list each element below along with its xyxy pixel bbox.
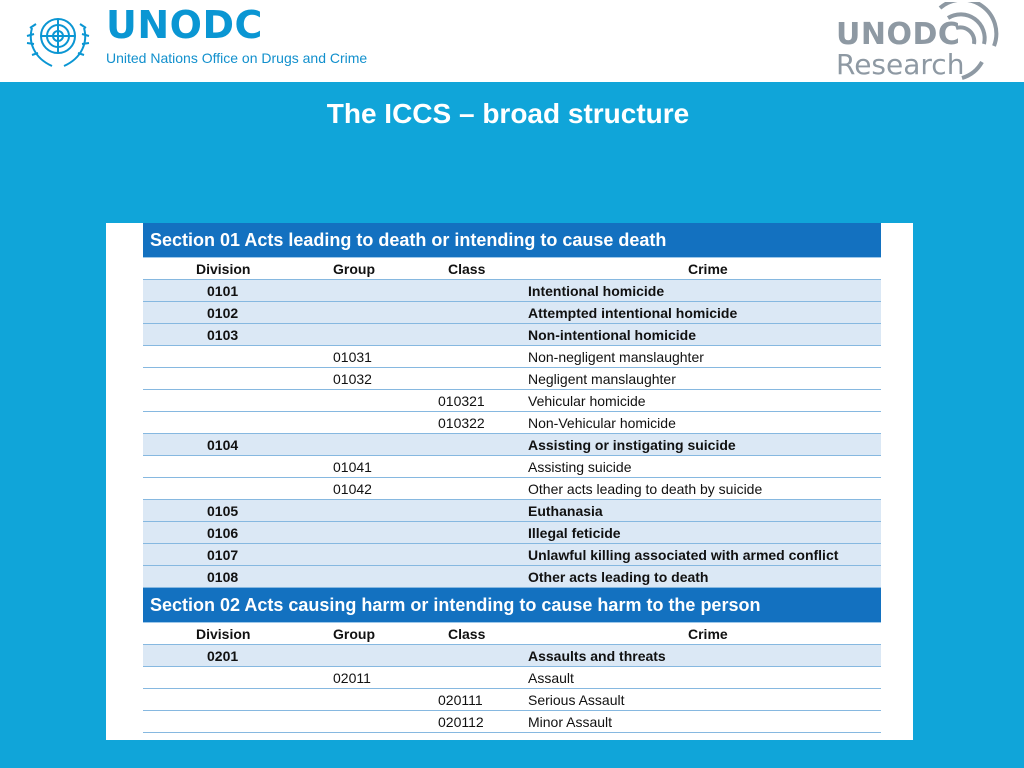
cell-division: 0108 bbox=[207, 569, 239, 585]
cell-group: 01031 bbox=[333, 349, 372, 365]
cell-division: 0102 bbox=[207, 305, 239, 321]
cell-division bbox=[143, 711, 333, 732]
research-logo bbox=[836, 17, 965, 81]
cell-group bbox=[333, 500, 438, 521]
table-row bbox=[143, 368, 881, 390]
column-header-division: Division bbox=[196, 261, 251, 277]
cell-division bbox=[143, 667, 333, 688]
research-brand: UNODC bbox=[836, 17, 961, 52]
header-bar bbox=[0, 0, 1024, 82]
cell-crime: Vehicular homicide bbox=[528, 393, 646, 409]
section-header: Section 02 Acts causing harm or intending to cause harm to the person bbox=[143, 588, 881, 623]
column-header-division: Division bbox=[196, 626, 251, 642]
brand-subtitle: United Nations Office on Drugs and Crime bbox=[106, 50, 368, 66]
column-header-crime: Crime bbox=[688, 626, 728, 642]
cell-division bbox=[143, 689, 333, 710]
column-header-row bbox=[143, 623, 881, 645]
cell-class bbox=[438, 280, 528, 301]
cell-group bbox=[333, 645, 438, 666]
cell-group bbox=[333, 280, 438, 301]
cell-crime: Intentional homicide bbox=[528, 283, 665, 299]
cell-class bbox=[438, 456, 528, 477]
table-row bbox=[143, 324, 881, 346]
column-header-class: Class bbox=[448, 261, 486, 277]
cell-crime: Euthanasia bbox=[528, 503, 603, 519]
table-row bbox=[143, 280, 881, 302]
cell-class: 010322 bbox=[438, 415, 485, 431]
table-row bbox=[143, 456, 881, 478]
cell-crime: Assisting suicide bbox=[528, 459, 632, 475]
cell-crime: Assisting or instigating suicide bbox=[528, 437, 736, 453]
brand-logo bbox=[106, 4, 367, 66]
table-row bbox=[143, 434, 881, 456]
cell-crime: Assault bbox=[528, 670, 574, 686]
iccs-table bbox=[143, 223, 881, 733]
cell-group: 01041 bbox=[333, 459, 372, 475]
cell-class: 010321 bbox=[438, 393, 485, 409]
cell-division bbox=[143, 412, 333, 433]
cell-crime: Unlawful killing associated with armed conflict bbox=[528, 547, 839, 563]
column-header-group: Group bbox=[333, 626, 375, 642]
cell-group bbox=[333, 522, 438, 543]
cell-group: 02011 bbox=[333, 670, 371, 686]
cell-group bbox=[333, 434, 438, 455]
cell-division bbox=[143, 478, 333, 499]
cell-class bbox=[438, 522, 528, 543]
table-row bbox=[143, 500, 881, 522]
cell-crime: Illegal feticide bbox=[528, 525, 621, 541]
un-emblem-icon bbox=[22, 6, 94, 70]
section-header: Section 01 Acts leading to death or intending to cause death bbox=[143, 223, 881, 258]
cell-class bbox=[438, 566, 528, 587]
column-header-group: Group bbox=[333, 261, 375, 277]
cell-crime: Assaults and threats bbox=[528, 648, 666, 664]
cell-group: 01042 bbox=[333, 481, 372, 497]
cell-class bbox=[438, 645, 528, 666]
cell-division bbox=[143, 368, 333, 389]
cell-division: 0103 bbox=[207, 327, 239, 343]
table-row bbox=[143, 390, 881, 412]
table-row bbox=[143, 412, 881, 434]
cell-class bbox=[438, 478, 528, 499]
cell-class bbox=[438, 346, 528, 367]
cell-class: 020112 bbox=[438, 714, 484, 730]
column-header-class: Class bbox=[448, 626, 486, 642]
cell-group: 01032 bbox=[333, 371, 372, 387]
cell-crime: Other acts leading to death bbox=[528, 569, 709, 585]
cell-division bbox=[143, 346, 333, 367]
cell-division: 0106 bbox=[207, 525, 239, 541]
slide-title: The ICCS – broad structure bbox=[326, 98, 690, 129]
cell-crime: Serious Assault bbox=[528, 692, 625, 708]
research-word: Research bbox=[836, 48, 965, 81]
table-row bbox=[143, 566, 881, 588]
iccs-table-panel bbox=[106, 223, 913, 740]
cell-crime: Other acts leading to death by suicide bbox=[528, 481, 763, 497]
cell-division: 0105 bbox=[207, 503, 239, 519]
brand-name: UNODC bbox=[106, 3, 263, 47]
cell-group bbox=[333, 412, 438, 433]
cell-crime: Non-intentional homicide bbox=[528, 327, 696, 343]
cell-crime: Non-Vehicular homicide bbox=[528, 415, 676, 431]
table-row bbox=[143, 478, 881, 500]
cell-group bbox=[333, 544, 438, 565]
cell-class bbox=[438, 434, 528, 455]
cell-class bbox=[438, 302, 528, 323]
table-row bbox=[143, 346, 881, 368]
cell-division bbox=[143, 456, 333, 477]
table-row bbox=[143, 645, 881, 667]
table-row bbox=[143, 544, 881, 566]
cell-group bbox=[333, 566, 438, 587]
cell-group bbox=[333, 302, 438, 323]
cell-crime: Minor Assault bbox=[528, 714, 613, 730]
cell-class bbox=[438, 368, 528, 389]
cell-crime: Attempted intentional homicide bbox=[528, 305, 738, 321]
table-row bbox=[143, 522, 881, 544]
column-header-crime: Crime bbox=[688, 261, 728, 277]
cell-division: 0101 bbox=[207, 283, 239, 299]
cell-group bbox=[333, 711, 438, 732]
cell-division: 0201 bbox=[207, 648, 239, 664]
cell-class bbox=[438, 500, 528, 521]
cell-class bbox=[438, 544, 528, 565]
cell-crime: Negligent manslaughter bbox=[528, 371, 676, 387]
column-header-row bbox=[143, 258, 881, 280]
cell-class: 020111 bbox=[438, 692, 483, 708]
table-row bbox=[143, 302, 881, 324]
cell-division: 0104 bbox=[207, 437, 239, 453]
cell-class bbox=[438, 667, 528, 688]
cell-division: 0107 bbox=[207, 547, 239, 563]
cell-division bbox=[143, 390, 333, 411]
cell-group bbox=[333, 689, 438, 710]
cell-crime: Non-negligent manslaughter bbox=[528, 349, 704, 365]
cell-class bbox=[438, 324, 528, 345]
table-row bbox=[143, 689, 881, 711]
table-row bbox=[143, 711, 881, 733]
table-row bbox=[143, 667, 881, 689]
cell-group bbox=[333, 324, 438, 345]
cell-group bbox=[333, 390, 438, 411]
